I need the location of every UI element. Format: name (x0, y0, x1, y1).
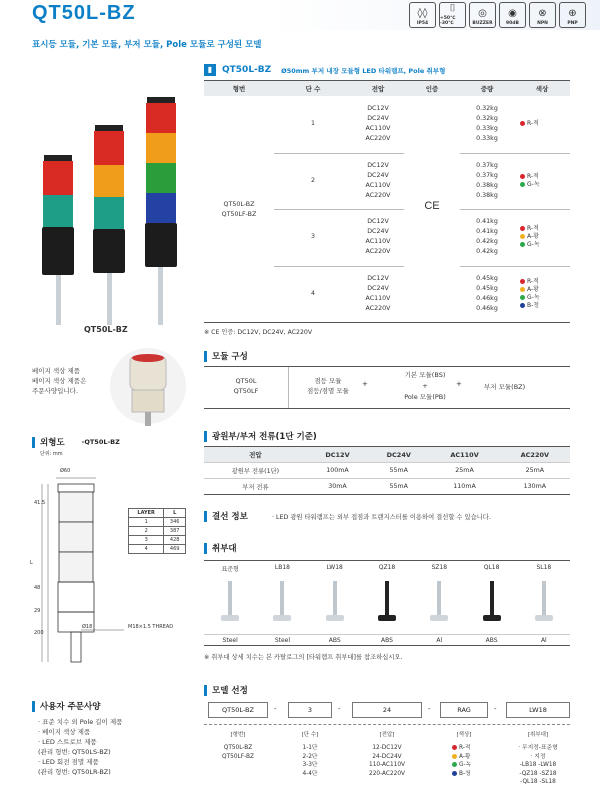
beige-line-2: 베이지 색상 제품은 (32, 377, 87, 385)
order-dash: - (428, 705, 431, 713)
spec-model-name: QT50LF-BZ (221, 211, 257, 218)
spec-voltage: AC220V (365, 248, 391, 255)
pnp-icon (559, 2, 586, 28)
decibel-icon-glyph: ◉ (508, 8, 517, 19)
ip54-icon-glyph: ◊◊ (417, 8, 428, 19)
order-option: 3-3단 (302, 762, 318, 768)
order-label: [색상] (456, 732, 472, 738)
order-label: [취부대] (527, 732, 549, 738)
module-light (298, 376, 358, 396)
color-dot (520, 121, 525, 126)
order-col-5 (506, 744, 570, 787)
spec-table (204, 96, 570, 322)
layer-cell: 428 (164, 536, 186, 545)
color-item (520, 233, 570, 241)
module-base-c: Pole 모듈(PB) (404, 393, 446, 401)
mount-image-SZ18 (424, 577, 454, 627)
spec-voltage: DC24V (367, 228, 389, 235)
spec-voltage: DC24V (367, 115, 389, 122)
wiring-text: · LED 광원 타워램프는 외부 접점과 트랜지스터를 이용하여 결선할 수 있습니다. (272, 514, 491, 521)
spec-tier: 1 (310, 120, 315, 127)
dim-l: L (30, 560, 33, 566)
order-color (452, 753, 488, 762)
order-option: -QL18 -SL18 (520, 779, 556, 785)
spec-weights (460, 104, 514, 144)
color-label: B-청 (527, 301, 540, 309)
order-dash: - (494, 705, 497, 713)
color-item (520, 173, 570, 181)
custom-title (32, 700, 100, 712)
mount-name: 표준형 (221, 566, 239, 573)
color-label: R-적 (527, 120, 539, 127)
mount-name: LB18 (274, 564, 290, 571)
spec-weight: 0.33kg (476, 125, 498, 132)
spec-colors (520, 278, 570, 310)
mount-image-LW18 (320, 577, 350, 627)
layer-cell: 1 (129, 518, 164, 527)
order-option: QT50LF-BZ (222, 753, 254, 760)
dim-29: 29 (34, 608, 41, 614)
spec-voltage: DC24V (367, 171, 389, 179)
spec-weights (460, 217, 514, 257)
order-box: RAG (440, 702, 488, 718)
plus-1: + (362, 380, 368, 388)
current-header: AC110V (429, 447, 499, 463)
color-label: G-녹 (527, 180, 540, 188)
spec-voltage: AC110V (365, 238, 391, 245)
layer-cell: 387 (164, 527, 186, 536)
order-dash: - (338, 705, 341, 713)
module-model-2: QT50LF (233, 387, 259, 395)
dimension-heading: 외형도 (40, 438, 65, 448)
current-cell: 부저 전류 (204, 479, 307, 495)
spec-voltage: AC110V (365, 125, 391, 132)
current-header: DC24V (368, 447, 429, 463)
order-color-dot (452, 745, 457, 750)
spec-header-cell: 색상 (535, 85, 549, 93)
current-heading: 광원부/부저 전류(1단 기준) (212, 432, 317, 442)
current-row (204, 479, 570, 495)
mount-name: SL18 (536, 564, 552, 571)
beige-note (32, 366, 112, 396)
spec-colors (520, 225, 570, 249)
ip54-icon-label: IP54 (416, 21, 429, 26)
current-cell: 25mA (500, 463, 570, 479)
order-color (452, 761, 488, 770)
layer-cell: 346 (164, 518, 186, 527)
current-row (204, 463, 570, 479)
spec-weights (460, 161, 514, 201)
current-cell: 100mA (307, 463, 368, 479)
mount-material: Steel (204, 634, 256, 644)
order-option: -LB18 -LW18 (519, 762, 557, 768)
layer-row (129, 545, 186, 554)
order-box: 24 (352, 702, 422, 718)
color-item (520, 294, 570, 302)
wiring-title (204, 510, 248, 522)
dimension-unit: 단위: mm (40, 451, 63, 457)
spec-header-cell: 중량 (480, 85, 494, 93)
spec-weight: 0.32kg (476, 115, 498, 122)
decibel-icon-label: 90dB (506, 21, 519, 26)
order-box: LW18 (506, 702, 570, 718)
spec-weight: 0.45kg (476, 274, 498, 282)
mount-material: ABS (361, 634, 413, 644)
module-model-1: QT50L (235, 377, 257, 385)
custom-item: · 베이지 색상 제품 (38, 728, 91, 736)
order-color-dot (452, 771, 457, 776)
color-dot (520, 279, 525, 284)
order-option: 4-4단 (302, 770, 318, 777)
current-cell: 55mA (368, 463, 429, 479)
spec-voltage: DC12V (367, 105, 389, 112)
order-option: · 무지정-표준형 (518, 745, 558, 751)
spec-weight: 0.38kg (476, 191, 498, 199)
buzzer-icon (469, 2, 496, 28)
color-item (520, 225, 570, 233)
dim-thread: M18×1.5 THREAD (128, 624, 174, 630)
order-option: 1-1단 (302, 745, 318, 751)
npn-icon-label: NPN (537, 21, 548, 26)
spec-voltages (352, 161, 404, 201)
color-label: G-녹 (527, 241, 540, 248)
module-buzzer: 부저 모듈(BZ) (484, 383, 526, 391)
mount-image-QZ18 (372, 577, 402, 627)
mount-table (204, 560, 570, 646)
spec-header-cell: 형번 (232, 85, 246, 93)
layer-row (129, 518, 186, 527)
order-color-dot (452, 754, 457, 759)
current-cell: 130mA (500, 479, 570, 495)
current-table (204, 446, 570, 495)
layer-row (129, 527, 186, 536)
order-label: [형번] (230, 732, 246, 738)
order-col-4 (440, 744, 488, 778)
color-item (520, 120, 570, 128)
plus-2: + (456, 380, 462, 388)
dimension-model: -QT50L-BZ (81, 438, 120, 446)
module-title (204, 350, 248, 362)
layer-cell: 3 (129, 536, 164, 545)
spec-weight: 0.38kg (476, 181, 498, 189)
spec-model-name: QT50L-BZ (223, 201, 255, 208)
spec-colors (520, 173, 570, 189)
beige-line-3: 주문사양입니다. (32, 387, 79, 395)
order-option: -QZ18 -SZ18 (519, 770, 557, 777)
color-dot (520, 234, 525, 239)
current-cell: 55mA (368, 479, 429, 495)
layer-cell: 469 (164, 545, 186, 554)
spec-voltage: AC220V (365, 191, 391, 199)
color-dot (520, 295, 525, 300)
spec-weight: 0.46kg (476, 304, 498, 312)
custom-list (38, 717, 122, 777)
ip54-icon (409, 2, 436, 28)
color-item (520, 286, 570, 294)
spec-weight: 0.37kg (476, 161, 498, 169)
mount-note: ※ 취부대 상세 치수는 본 카탈로그의 [타워램프 취부대]를 참조하십시오. (204, 654, 403, 661)
spec-voltages (352, 217, 404, 257)
lamp-icon: ▮ (204, 64, 216, 76)
mount-image-QL18 (477, 577, 507, 627)
npn-icon (529, 2, 556, 28)
spec-desc: Ø50mm 부저 내장 모듈형 LED 타워램프, Pole 취부형 (281, 66, 446, 75)
spec-weight: 0.42kg (476, 248, 498, 255)
spec-table-header (204, 81, 570, 96)
order-box: QT50L-BZ (208, 702, 268, 718)
mount-image-SL18 (529, 577, 559, 627)
module-heading: 모듈 구성 (212, 352, 248, 362)
color-dot (520, 226, 525, 231)
mount-name: SZ18 (431, 564, 448, 571)
current-cell: 25mA (429, 463, 499, 479)
spec-title (204, 64, 445, 76)
spec-header-cell: 단 수 (305, 85, 321, 93)
spec-voltage: DC24V (367, 284, 389, 292)
module-base-a: 기본 모듈(BS) (404, 371, 446, 379)
order-title (204, 684, 248, 696)
color-label: A-황 (527, 233, 539, 240)
buzzer-icon-label: BUZZER (472, 21, 493, 26)
spec-weight: 0.45kg (476, 284, 498, 292)
order-boxes (204, 702, 570, 720)
spec-header-cell: 전압 (371, 85, 385, 93)
color-dot (520, 287, 525, 292)
tower-3-layer (93, 125, 125, 325)
mount-name: QL18 (483, 564, 500, 571)
page-title: QT50L-BZ (32, 2, 136, 24)
module-models (204, 376, 288, 396)
custom-item: · LED 회전 점멸 제품 (38, 758, 99, 766)
order-col-2 (288, 744, 332, 778)
layer-table (128, 508, 186, 554)
mount-material: ABS (309, 634, 361, 644)
dim-d18: Ø18 (82, 624, 93, 630)
color-label: R-적 (527, 172, 539, 180)
module-light-b: 점등/점멸 모듈 (307, 387, 349, 395)
spec-weight: 0.41kg (476, 218, 498, 225)
mount-material: Al (518, 634, 570, 644)
temperature-icon-glyph: ⌷ (449, 3, 456, 14)
order-color-label: B-청 (459, 770, 471, 777)
spec-header-cell: 인증 (425, 85, 439, 93)
layer-header: L (164, 509, 186, 518)
npn-icon-glyph: ⊗ (538, 8, 547, 19)
spec-voltage: AC110V (365, 181, 391, 189)
layer-cell: 4 (129, 545, 164, 554)
mount-name: LW18 (326, 564, 343, 571)
order-option: 2-2단 (302, 753, 318, 760)
order-color-dot (452, 762, 457, 767)
order-option: · 지정 (530, 753, 546, 760)
mount-material: ABS (465, 634, 517, 644)
wiring-heading: 결선 정보 (212, 512, 248, 522)
ce-mark: CE (424, 200, 440, 212)
spec-voltage: AC220V (365, 135, 391, 142)
current-header: AC220V (500, 447, 570, 463)
dimension-drawing (34, 462, 204, 672)
order-label: [전압] (379, 732, 395, 738)
custom-item: · 표준 치수 외 Pole 길이 제품 (38, 718, 123, 726)
spec-weights (460, 274, 514, 314)
dim-200: 200 (34, 630, 44, 636)
tower-2-layer (42, 155, 74, 325)
custom-item: · LED 스트로브 제품 (38, 738, 97, 746)
dim-d60: Ø60 (60, 468, 71, 474)
custom-item: (관리 형번: QT50LS-BZ) (38, 748, 111, 756)
spec-voltage: AC110V (365, 294, 391, 302)
color-item (520, 181, 570, 189)
spec-weight: 0.37kg (476, 171, 498, 179)
color-dot (520, 242, 525, 247)
current-cell: 광원부 전류(1단) (204, 463, 307, 479)
layer-row (129, 536, 186, 545)
decibel-icon (499, 2, 526, 28)
order-col-3 (352, 744, 422, 778)
current-title (204, 430, 317, 442)
color-item (520, 241, 570, 249)
spec-model (204, 200, 274, 220)
mount-image-표준형 (215, 577, 245, 627)
color-dot (520, 182, 525, 187)
order-color-label: R-적 (459, 745, 471, 751)
product-caption: QT50L-BZ (84, 325, 128, 334)
color-label: R-적 (527, 277, 539, 285)
mount-heading: 취부대 (212, 544, 237, 554)
mount-material: Al (413, 634, 465, 644)
spec-weight: 0.32kg (476, 105, 498, 112)
spec-voltage: DC12V (367, 218, 389, 225)
color-item (520, 278, 570, 286)
spec-weight: 0.42kg (476, 238, 498, 245)
dimension-title (32, 436, 120, 448)
spec-colors (520, 120, 570, 128)
color-label: G-녹 (527, 293, 540, 301)
spec-weight: 0.33kg (476, 135, 498, 142)
order-option: 12-DC12V (372, 745, 402, 751)
mount-title (204, 542, 237, 554)
spec-voltage: DC12V (367, 161, 389, 169)
module-base-plus: + (422, 382, 428, 390)
current-cell: 30mA (307, 479, 368, 495)
pnp-icon-glyph: ⊕ (568, 8, 577, 19)
current-header: 전압 (204, 447, 307, 463)
spec-tier: 3 (310, 233, 315, 240)
mount-image-LB18 (267, 577, 297, 627)
order-label: [단 수] (301, 732, 319, 738)
color-label: R-적 (527, 225, 539, 232)
order-box: 3 (288, 702, 332, 718)
custom-item: (관리 형번: QT50LR-BZ) (38, 768, 111, 776)
order-heading: 모델 선정 (212, 686, 248, 696)
product-image (30, 95, 200, 325)
order-dash: - (274, 705, 277, 713)
order-option: 220-AC220V (369, 770, 405, 777)
beige-product-image (108, 346, 188, 426)
spec-tier: 2 (310, 176, 315, 184)
dim-48: 48 (34, 585, 41, 591)
mount-name: QZ18 (378, 564, 396, 571)
order-option: 24-DC24V (372, 753, 402, 760)
spec-weight: 0.41kg (476, 228, 498, 235)
spec-voltages (352, 104, 404, 144)
beige-line-1: 베이지 색상 제품 (32, 367, 81, 375)
ce-note: ※ CE 인증: DC12V, DC24V, AC220V (204, 329, 313, 336)
tower-4-layer (145, 97, 177, 325)
spec-weight: 0.46kg (476, 294, 498, 302)
mount-material: Steel (256, 634, 308, 644)
spec-heading: QT50L-BZ (222, 65, 272, 75)
current-header: DC12V (307, 447, 368, 463)
order-color (452, 770, 488, 779)
temperature-icon-label: +50℃ -30℃ (440, 16, 456, 26)
color-label: A-황 (527, 285, 539, 293)
page-subtitle: 표시등 모듈, 기본 모듈, 부저 모듈, Pole 모듈로 구성된 모델 (32, 40, 262, 50)
spec-voltages (352, 274, 404, 314)
order-color (452, 744, 488, 753)
current-cell: 110mA (429, 479, 499, 495)
layer-cell: 2 (129, 527, 164, 536)
order-col-1 (208, 744, 268, 761)
color-dot (520, 174, 525, 179)
order-option: QT50L-BZ (223, 745, 253, 751)
temperature-icon (439, 2, 466, 28)
spec-voltage: AC220V (365, 304, 391, 312)
layer-header: LAYER (129, 509, 164, 518)
module-light-a: 점등 모듈 (314, 377, 342, 385)
custom-heading: 사용자 주문사양 (40, 702, 101, 712)
pnp-icon-label: PNP (567, 21, 578, 26)
order-option: 110-AC110V (369, 762, 405, 768)
spec-tier: 4 (310, 289, 315, 297)
color-dot (520, 303, 525, 308)
dim-41: 41.5 (34, 500, 46, 506)
color-item (520, 302, 570, 310)
order-color-label: G-녹 (459, 762, 472, 768)
order-color-label: A-황 (459, 753, 471, 760)
feature-icons (409, 2, 586, 28)
order-options (204, 726, 570, 806)
buzzer-icon-glyph: ◎ (478, 8, 487, 19)
spec-voltage: DC12V (367, 274, 389, 282)
